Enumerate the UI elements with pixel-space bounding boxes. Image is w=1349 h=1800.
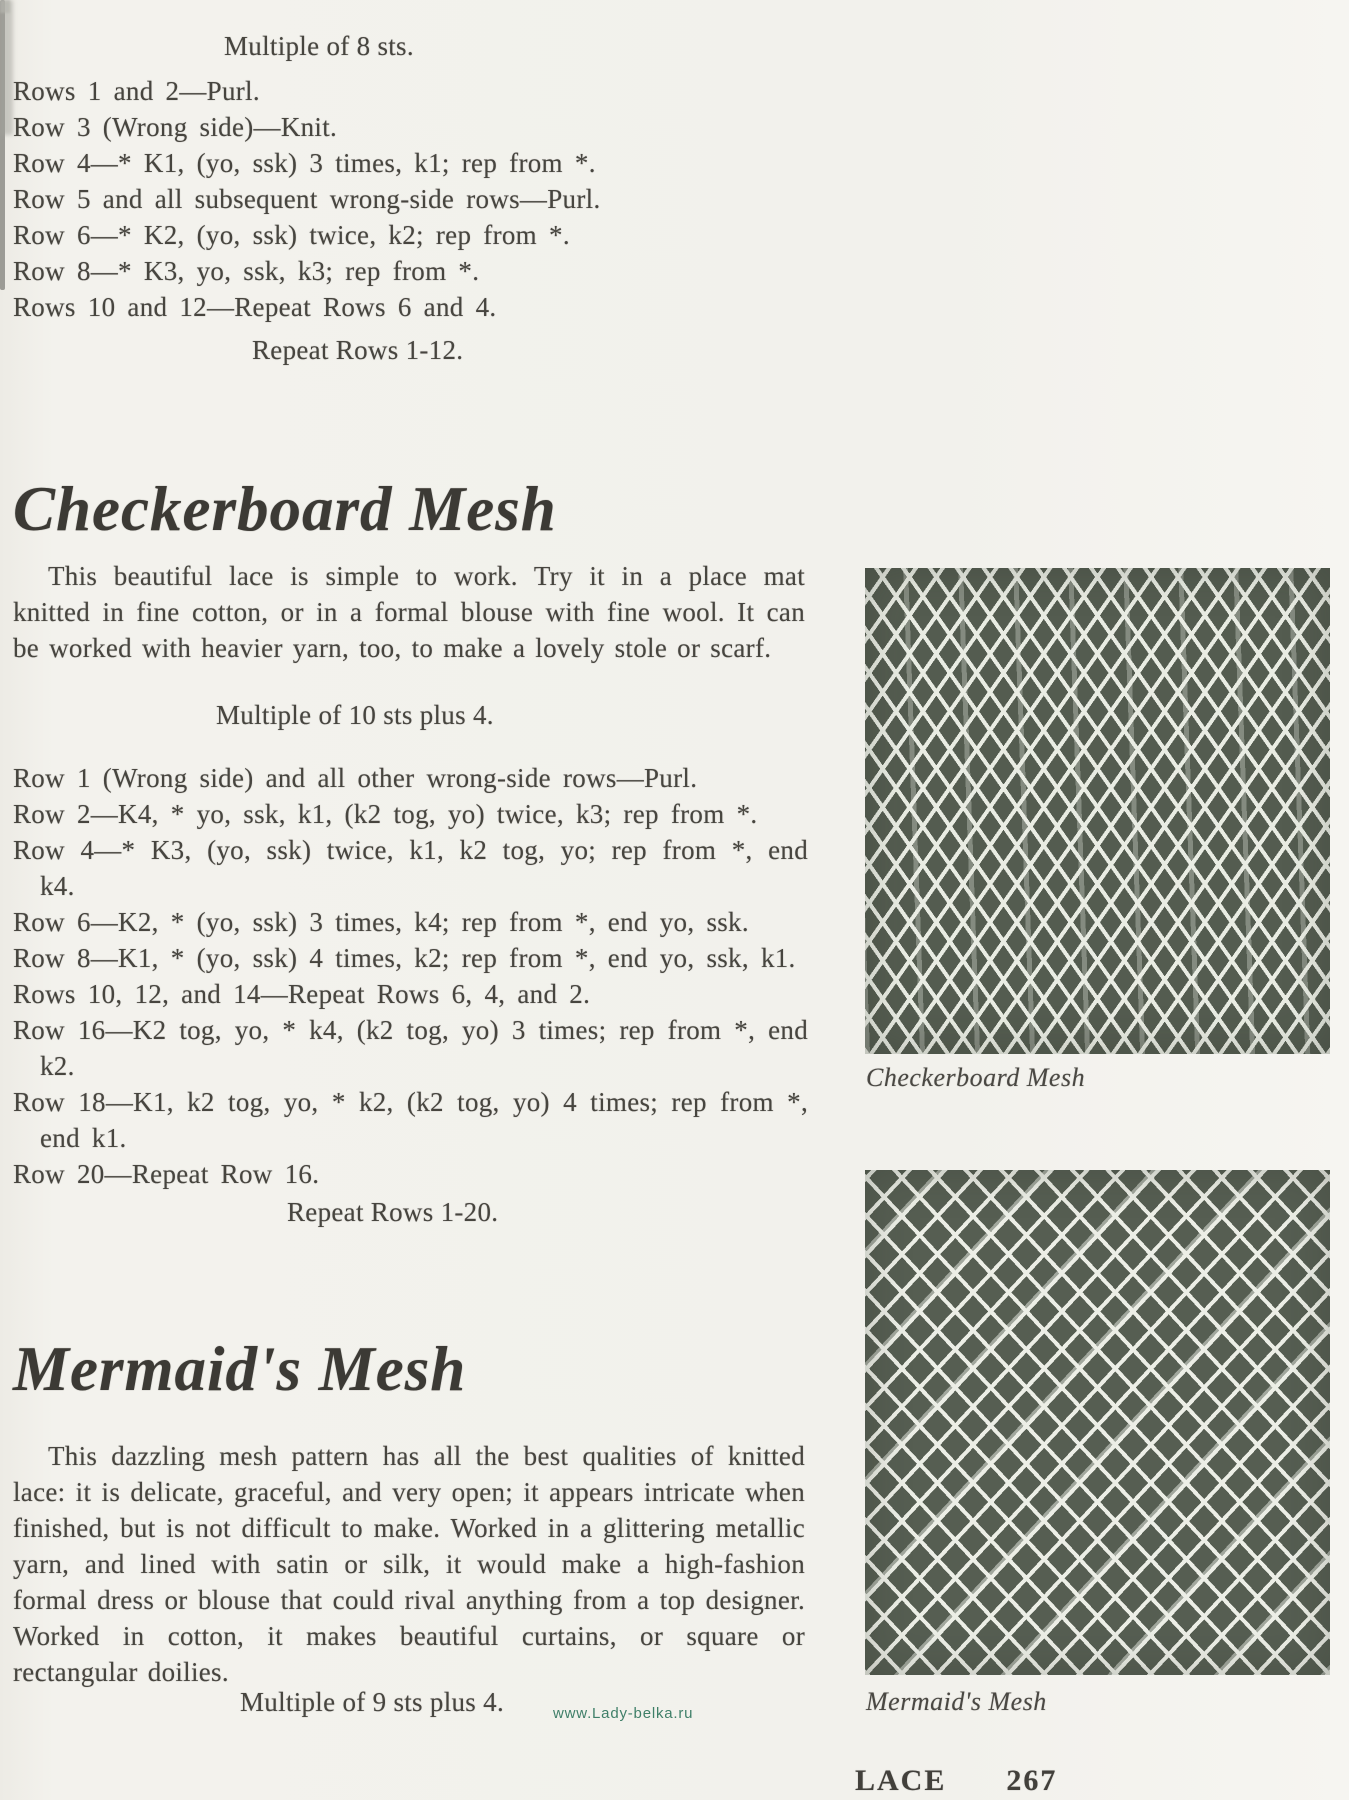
pattern-row-instruction: Row 20—Repeat Row 16. (13, 1159, 320, 1189)
pattern-rows-list (13, 73, 808, 325)
page-footer (855, 1766, 1057, 1796)
section-title-checkerboard-mesh: Checkerboard Mesh (13, 474, 557, 544)
pattern-row-instruction: Row 6—K2, * (yo, ssk) 3 times, k4; rep from *, end yo, ssk. (13, 907, 749, 937)
pattern-row-instruction: Row 1 (Wrong side) and all other wrong-side rows—Purl. (13, 763, 698, 793)
repeat-instruction: Repeat Rows 1-12. (252, 335, 464, 365)
pattern-row-instruction: Row 4—* K1, (yo, ssk) 3 times, k1; rep from *. (13, 148, 596, 178)
checkerboard-mesh-photo (865, 568, 1330, 1054)
mermaids-mesh-photo (865, 1170, 1330, 1675)
pattern-row-instruction: Rows 10 and 12—Repeat Rows 6 and 4. (13, 292, 497, 322)
pattern-row-instruction: Rows 1 and 2—Purl. (13, 76, 260, 106)
section-title-mermaids-mesh: Mermaid's Mesh (13, 1334, 467, 1404)
pattern-row-instruction: Row 8—K1, * (yo, ssk) 4 times, k2; rep from *, end yo, ssk, k1. (13, 943, 796, 973)
pattern-row-instruction: Row 6—* K2, (yo, ssk) twice, k2; rep from *. (13, 220, 570, 250)
scan-artifact (0, 0, 10, 13)
pattern-row-instruction: Row 8—* K3, yo, ssk, k3; rep from *. (13, 256, 480, 286)
footer-page-number: 267 (1006, 1764, 1058, 1797)
section-description: This dazzling mesh pattern has all the best qualities of knitted lace: it is delicate, graceful, and very open; it appears intricate when finished, but is not difficult to make. Worked in a glittering metallic yarn, and lined with satin or silk, it would make a high-fashion formal dress or blouse that could rival anything from a top designer. Worked in cotton, it makes beautiful curtains, or square or rectangular doilies. (13, 1441, 805, 1687)
pattern-rows-list (13, 760, 808, 1192)
stitch-multiple-note: Multiple of 10 sts plus 4. (216, 700, 494, 730)
pattern-row-instruction: Row 5 and all subsequent wrong-side rows—Purl. (13, 184, 601, 214)
scan-artifact (0, 0, 13, 135)
repeat-instruction: Repeat Rows 1-20. (287, 1197, 499, 1227)
section-description: This beautiful lace is simple to work. Try it in a place mat knitted in fine cotton, or in a formal blouse with fine wool. It can be worked with heavier yarn, too, to make a lovely stole or scarf. (13, 561, 805, 663)
stitch-multiple-note: Multiple of 8 sts. (224, 31, 414, 61)
pattern-row-instruction: Row 16—K2 tog, yo, * k4, (k2 tog, yo) 3 times; rep from *, end k2. (13, 1015, 808, 1081)
watermark-text: www.Lady-belka.ru (553, 1705, 694, 1722)
footer-section-label: LACE (855, 1764, 947, 1797)
stitch-multiple-note: Multiple of 9 sts plus 4. (240, 1687, 505, 1717)
pattern-row-instruction: Row 3 (Wrong side)—Knit. (13, 112, 338, 142)
pattern-row-instruction: Row 2—K4, * yo, ssk, k1, (k2 tog, yo) twice, k3; rep from *. (13, 799, 758, 829)
pattern-row-instruction: Rows 10, 12, and 14—Repeat Rows 6, 4, and 2. (13, 979, 591, 1009)
pattern-row-instruction: Row 4—* K3, (yo, ssk) twice, k1, k2 tog, yo; rep from *, end k4. (13, 835, 808, 901)
photo-caption: Mermaid's Mesh (866, 1687, 1047, 1716)
photo-caption: Checkerboard Mesh (866, 1063, 1086, 1092)
pattern-row-instruction: Row 18—K1, k2 tog, yo, * k2, (k2 tog, yo) 4 times; rep from *, end k1. (13, 1087, 808, 1153)
